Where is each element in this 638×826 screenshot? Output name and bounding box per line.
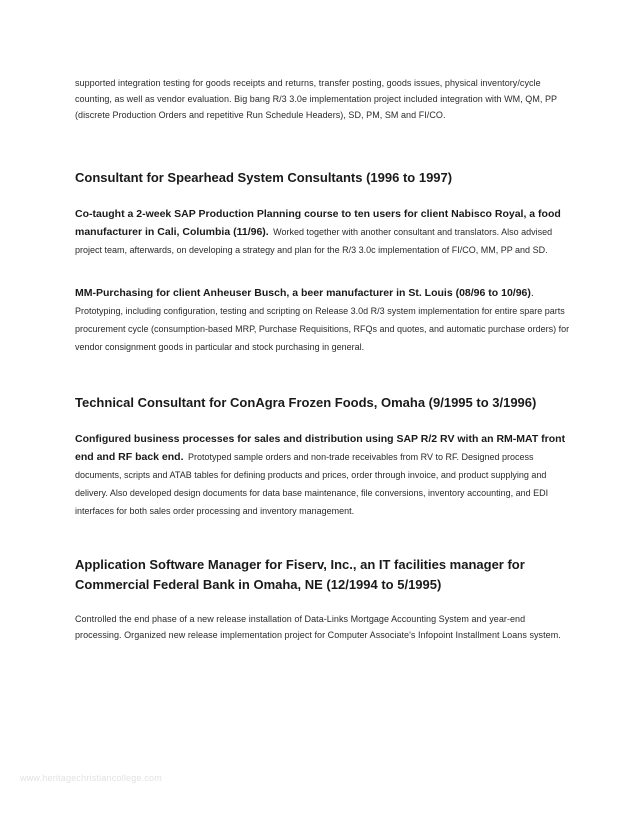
watermark: www.heritagechristiancollege.com xyxy=(20,773,162,783)
section-spearhead xyxy=(75,168,570,355)
section-fiserv xyxy=(75,555,570,643)
intro-paragraph: supported integration testing for goods receipts and returns, transfer posting, goods issues, physical inventory/cycle counting, as well as vendor evaluation. Big bang R/3 3.0e implementation project included integration with WM, QM, PP (discrete Production Orders and repetitive Run Schedule Headers), SD, PM, SM and FI/CO. xyxy=(75,78,557,120)
entry-lead: Configured business processes for sales and distribution using SAP R/2 RV with an RM-MAT front end and RF back end. xyxy=(75,433,566,463)
resume-content xyxy=(75,75,570,643)
entry-lead: Co-taught a 2-week SAP Production Planning course to ten users for client Nabisco Royal, a food manufacturer in Cali, Columbia (11/96). xyxy=(75,208,561,238)
entry-conagra xyxy=(75,429,570,519)
entry-fiserv: Controlled the end phase of a new release installation of Data-Links Mortgage Accounting System and year-end processing. Organized new release implementation project for Computer Associate's Infopoint Installment Loans system. xyxy=(75,614,561,640)
entry-body: Prototyping, including configuration, testing and scripting on Release 3.0d R/3 system implementation for entire spare parts procurement cycle (consumption-based MRP, Purchase Requisitions, RFQs and quotes, and automatic purchase orders) for vendor consignment goods in particular and stock purchasing in general. xyxy=(75,306,570,352)
section-heading: Application Software Manager for Fiserv, Inc., an IT facilities manager for Commercial Federal Bank in Omaha, NE (12/1994 to 5/1995) xyxy=(75,557,525,592)
section-heading: Technical Consultant for ConAgra Frozen Foods, Omaha (9/1995 to 3/1996) xyxy=(75,395,537,410)
section-heading: Consultant for Spearhead System Consultants (1996 to 1997) xyxy=(75,170,453,185)
entry-nabisco xyxy=(75,204,570,258)
section-conagra xyxy=(75,393,570,519)
entry-lead: MM-Purchasing for client Anheuser Busch, a beer manufacturer in St. Louis (08/96 to 10/96) xyxy=(75,287,531,299)
entry-body: Prototyped sample orders and non-trade receivables from RV to RF. Designed process documents, scripts and ATAB tables for defining products and prices, order through invoice, and product supplying and delivery. Also developed design documents for data base maintenance, file conversions, inventory accounting, and EDI interfaces for both sales order processing and inventory management. xyxy=(75,452,549,516)
entry-body: Worked together with another consultant and translators. Also advised project team, afterwards, on developing a strategy and plan for the R/3 3.0c implementation of FI/CO, MM, PP and SD. xyxy=(75,227,553,255)
entry-anheuser: MM-Purchasing for client Anheuser Busch, a beer manufacturer in St. Louis (08/96 to 10/96). Prototyping, including configuration, testing and scripting on Release 3.0d R/3 system implementation for entire spare parts procurement cycle (consumption-based MRP, Purchase Requisitions, RFQs and quotes, and automatic purchase orders) for vendor consignment goods in particular and stock purchasing in general. xyxy=(75,287,570,352)
